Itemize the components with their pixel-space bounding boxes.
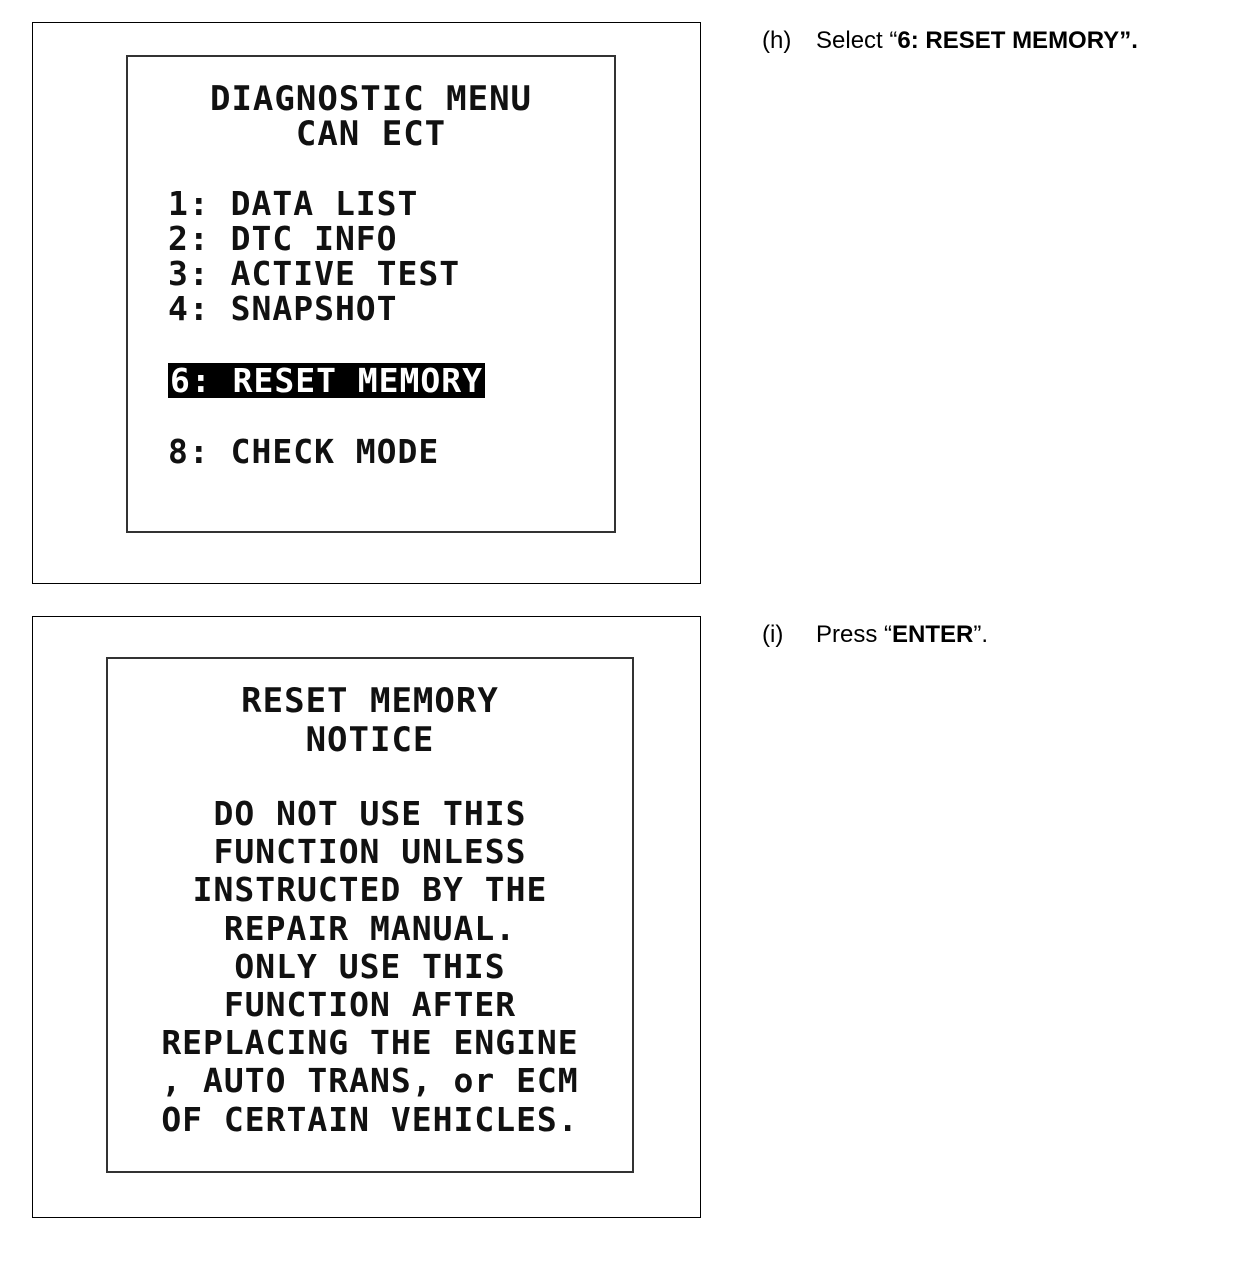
notice-line: FUNCTION AFTER [223,985,517,1025]
screen-subtitle: CAN ECT [295,114,447,154]
notice-line: OF CERTAIN VEHICLES. [161,1099,579,1139]
screen-title: DIAGNOSTIC MENU [209,79,533,119]
instruction-h [762,26,1138,56]
menu-item-data-list[interactable]: 1: DATA LIST [168,184,419,223]
menu-item-check-mode[interactable]: 8: CHECK MODE [168,432,440,471]
notice-body [108,795,632,1139]
reset-memory-notice-screen [106,657,634,1173]
menu-item-reset-memory[interactable]: 6: RESET MEMORY [170,361,484,400]
notice-line: REPAIR MANUAL. [223,908,517,948]
menu-item-active-test[interactable]: 3: ACTIVE TEST [168,254,461,293]
instruction-text: Press “ [816,621,893,648]
screen-title: RESET MEMORY [241,681,499,721]
instruction-emphasis: 6: RESET MEMORY [897,27,1120,54]
screen-subtitle: NOTICE [305,720,435,760]
instruction-i [762,620,988,650]
instruction-suffix: ”. [973,621,989,648]
menu-item-dtc-info[interactable]: 2: DTC INFO [168,219,398,258]
diagnostic-menu-figure [32,22,701,584]
reset-memory-figure [32,616,701,1218]
notice-line: INSTRUCTED BY THE [192,870,548,910]
step-label: (h) [762,27,792,54]
notice-line: REPLACING THE ENGINE [161,1023,579,1063]
notice-line: FUNCTION UNLESS [213,832,527,872]
menu-item-snapshot[interactable]: 4: SNAPSHOT [168,289,398,328]
instruction-emphasis: ENTER [892,621,974,648]
notice-line: ONLY USE THIS [234,946,506,986]
step-label: (i) [762,621,784,648]
instruction-text: Select “ [816,27,898,54]
diagnostic-menu-screen [126,55,616,533]
notice-line: DO NOT USE THIS [213,794,527,833]
instruction-suffix: ”. [1119,27,1138,54]
notice-line: , AUTO TRANS, or ECM [161,1061,579,1101]
